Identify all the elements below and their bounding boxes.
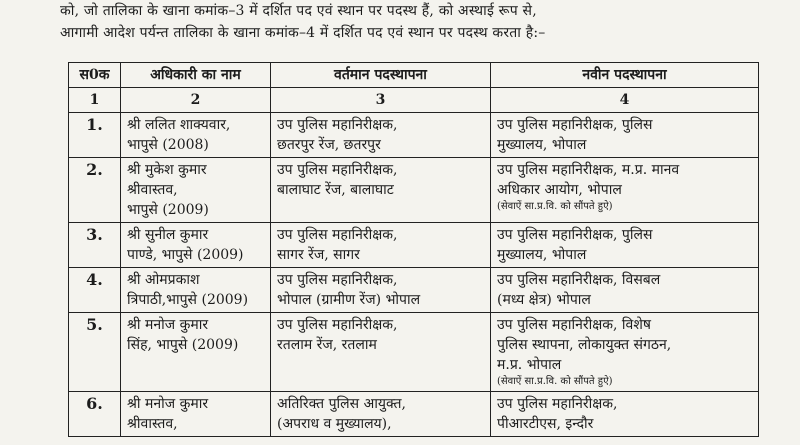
current-posting-cell [271, 113, 491, 158]
officer-name-cell [121, 113, 271, 158]
serial-number: 1. [69, 113, 121, 158]
cell-line: पाण्डे, भापुसे (2009) [127, 247, 244, 263]
officer-name-cell [121, 392, 271, 437]
cell-line: उप पुलिस महानिरीक्षक, म.प्र. मानव [497, 162, 680, 178]
table-body [69, 113, 759, 437]
service-note: (सेवाऐं सा.प्र.वि. को सौंपते हुऐ) [497, 201, 613, 212]
cell-line: श्री मनोज कुमार [127, 396, 209, 412]
cell-line: उप पुलिस महानिरीक्षक, [277, 317, 398, 333]
officer-name-cell [121, 223, 271, 268]
cell-line: (अपराध व मुख्यालय), [277, 416, 392, 432]
table-row [69, 113, 759, 158]
cell-line: श्रीवास्तव, [127, 182, 178, 198]
intro-line-1: को, जो तालिका के खाना कमांक–3 में दर्शित पद एवं स्थान पर पदस्थ हैं, को अस्थाई रूप से, [60, 3, 537, 19]
cell-line: (मध्य क्षेत्र) भोपाल [497, 292, 591, 308]
new-posting-cell [491, 113, 759, 158]
cell-line: अधिकार आयोग, भोपाल [497, 182, 622, 198]
cell-line: म.प्र. भोपाल [497, 357, 562, 373]
intro-line-2: आगामी आदेश पर्यन्त तालिका के खाना कमांक–4 में दर्शित पद एवं स्थान पर पदस्थ करता है:– [60, 25, 546, 41]
cell-line: रतलाम रेंज, रतलाम [277, 337, 377, 353]
cell-line: उप पुलिस महानिरीक्षक, [277, 162, 398, 178]
cell-line: भापुसे (2009) [127, 202, 209, 218]
cell-line: मुख्यालय, भोपाल [497, 137, 587, 153]
service-note: (सेवाऐं सा.प्र.वि. को सौंपते हुऐ) [497, 376, 613, 387]
cell-line: सिंह, भापुसे (2009) [127, 337, 239, 353]
column-number: 1 [69, 88, 121, 113]
cell-line: श्री मनोज कुमार [127, 317, 209, 333]
intro-text [60, 0, 780, 44]
column-number: 3 [271, 88, 491, 113]
transfer-table [68, 62, 759, 437]
serial-number: 2. [69, 158, 121, 223]
officer-name-cell [121, 313, 271, 392]
cell-line: सागर रेंज, सागर [277, 247, 360, 263]
cell-line: उप पुलिस महानिरीक्षक, पुलिस [497, 117, 653, 133]
cell-line: उप पुलिस महानिरीक्षक, पुलिस [497, 227, 653, 243]
new-posting-cell [491, 223, 759, 268]
cell-line: त्रिपाठी,भापुसे (2009) [127, 292, 249, 308]
cell-line: उप पुलिस महानिरीक्षक, [497, 396, 618, 412]
cell-line: श्री ललित शाक्यवार, [127, 117, 231, 133]
cell-line: पीआरटीएस, इन्दौर [497, 416, 594, 432]
column-number: 4 [491, 88, 759, 113]
cell-line: श्री सुनील कुमार [127, 227, 209, 243]
cell-line: श्रीवास्तव, [127, 416, 178, 432]
current-posting-cell [271, 392, 491, 437]
table-header-row [69, 63, 759, 88]
cell-line: उप पुलिस महानिरीक्षक, विशेष [497, 317, 651, 333]
cell-line: उप पुलिस महानिरीक्षक, [277, 117, 398, 133]
current-posting-cell [271, 158, 491, 223]
cell-line: मुख्यालय, भोपाल [497, 247, 587, 263]
serial-number: 6. [69, 392, 121, 437]
cell-line: श्री ओमप्रकाश [127, 272, 200, 288]
header-new-posting: नवीन पदस्थापना [491, 63, 759, 88]
cell-line: छतरपुर रेंज, छतरपुर [277, 137, 381, 153]
cell-line: बालाघाट रेंज, बालाघाट [277, 182, 394, 198]
cell-line: अतिरिक्त पुलिस आयुक्त, [277, 396, 406, 412]
header-sno: स0क [69, 63, 121, 88]
column-number-row [69, 88, 759, 113]
serial-number: 3. [69, 223, 121, 268]
cell-line: उप पुलिस महानिरीक्षक, विसबल [497, 272, 661, 288]
new-posting-cell [491, 313, 759, 392]
table-row [69, 268, 759, 313]
serial-number: 5. [69, 313, 121, 392]
new-posting-cell [491, 392, 759, 437]
header-officer-name: अधिकारी का नाम [121, 63, 271, 88]
table-row [69, 313, 759, 392]
cell-line: भोपाल (ग्रामीण रेंज) भोपाल [277, 292, 421, 308]
current-posting-cell [271, 223, 491, 268]
cell-line: भापुसे (2008) [127, 137, 209, 153]
header-current-posting: वर्तमान पदस्थापना [271, 63, 491, 88]
serial-number: 4. [69, 268, 121, 313]
table-row [69, 392, 759, 437]
table-row [69, 158, 759, 223]
officer-name-cell [121, 268, 271, 313]
current-posting-cell [271, 313, 491, 392]
new-posting-cell [491, 268, 759, 313]
new-posting-cell [491, 158, 759, 223]
table-row [69, 223, 759, 268]
current-posting-cell [271, 268, 491, 313]
column-number: 2 [121, 88, 271, 113]
cell-line: उप पुलिस महानिरीक्षक, [277, 227, 398, 243]
officer-name-cell [121, 158, 271, 223]
cell-line: उप पुलिस महानिरीक्षक, [277, 272, 398, 288]
cell-line: श्री मुकेश कुमार [127, 162, 207, 178]
cell-line: पुलिस स्थापना, लोकायुक्त संगठन, [497, 337, 672, 353]
